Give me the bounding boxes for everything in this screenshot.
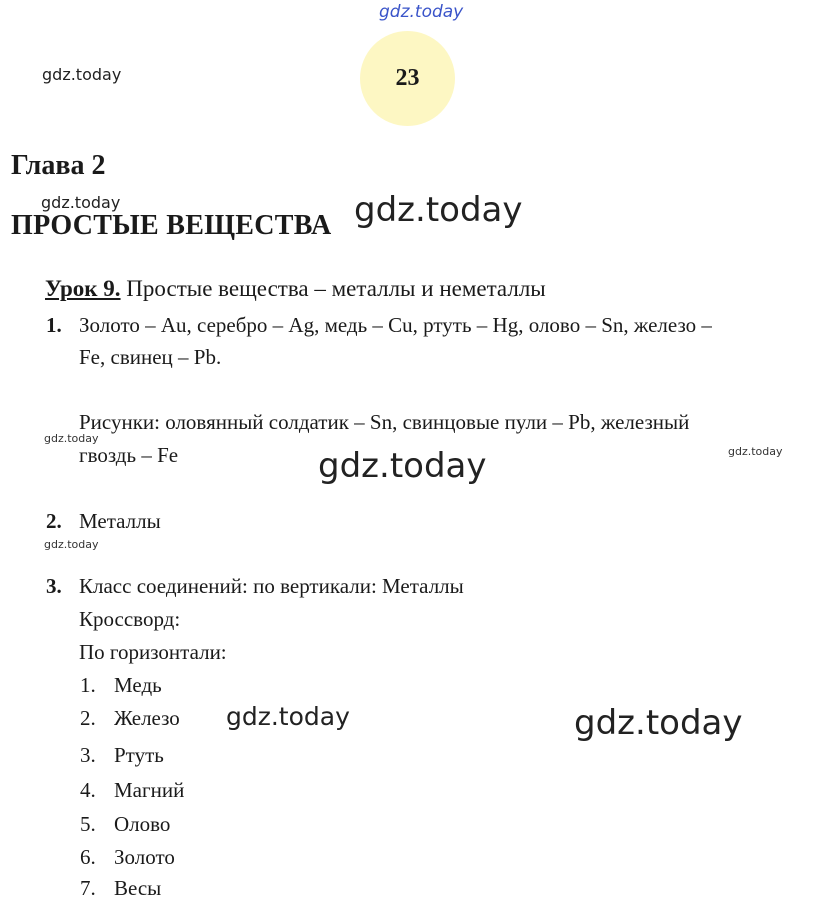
list-item-number: 1. <box>80 673 96 697</box>
answer-line: Металлы <box>79 509 161 533</box>
list-item: Железо <box>114 706 180 730</box>
answer-number: 1. <box>46 313 62 337</box>
answer-line: Золото – Au, серебро – Ag, медь – Cu, ртуть – Hg, олово – Sn, железо – <box>79 313 712 337</box>
list-item: Золото <box>114 845 175 869</box>
lesson-heading <box>45 276 546 302</box>
answer-line: гвоздь – Fe <box>79 443 179 467</box>
list-item-number: 4. <box>80 778 96 802</box>
answer-number: 2. <box>46 509 62 533</box>
section-title: ПРОСТЫЕ ВЕЩЕСТВА <box>11 210 332 241</box>
page-number: 23 <box>395 65 420 91</box>
lesson-title: Простые вещества – металлы и неметаллы <box>120 276 546 301</box>
watermark: gdz.today <box>226 702 350 731</box>
list-item-number: 5. <box>80 812 96 836</box>
answer-line: Рисунки: оловянный солдатик – Sn, свинцовые пули – Pb, железный <box>79 410 690 434</box>
watermark: gdz.today <box>574 703 743 743</box>
answer-line: По горизонтали: <box>79 640 227 664</box>
list-item: Ртуть <box>114 743 164 767</box>
watermark-top: gdz.today <box>379 2 464 22</box>
list-item: Олово <box>114 812 171 836</box>
chapter-title: Глава 2 <box>11 150 106 181</box>
watermark: gdz.today <box>728 445 783 458</box>
answer-line: Класс соединений: по вертикали: Металлы <box>79 574 464 598</box>
list-item: Медь <box>114 673 162 697</box>
list-item-number: 6. <box>80 845 96 869</box>
watermark: gdz.today <box>41 193 121 212</box>
watermark: gdz.today <box>354 190 523 230</box>
watermark: gdz.today <box>44 432 99 445</box>
list-item-number: 3. <box>80 743 96 767</box>
lesson-label: Урок 9. <box>45 276 121 301</box>
list-item-number: 2. <box>80 706 96 730</box>
list-item: Весы <box>114 876 162 900</box>
watermark: gdz.today <box>44 538 99 551</box>
list-item-number: 7. <box>80 876 96 900</box>
answer-line: Кроссворд: <box>79 607 181 631</box>
watermark: gdz.today <box>318 446 487 486</box>
list-item: Магний <box>114 778 185 802</box>
watermark: gdz.today <box>42 65 122 84</box>
answer-number: 3. <box>46 574 62 598</box>
answer-line: Fe, свинец – Pb. <box>79 345 222 369</box>
page-number-badge <box>360 31 455 126</box>
